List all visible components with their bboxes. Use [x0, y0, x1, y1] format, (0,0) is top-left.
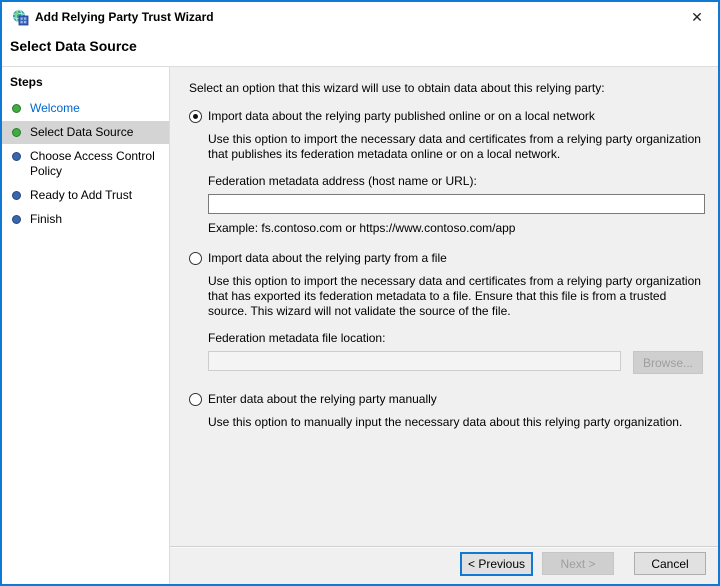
title-bar: [2, 2, 718, 32]
adfs-wizard-icon: [12, 9, 29, 26]
step-bullet-icon: [12, 152, 21, 161]
window-title: Add Relying Party Trust Wizard: [35, 10, 214, 24]
browse-button: Browse...: [633, 351, 703, 374]
wizard-body: [2, 66, 718, 584]
intro-text: Select an option that this wizard will use to obtain data about this relying party:: [189, 81, 605, 95]
step-bullet-icon: [12, 191, 21, 200]
option-description: Use this option to import the necessary data and certificates from a relying party organization that has exported its federation metadata to a file. Ensure that this file is from a trusted source. This wizard will not validate the source of the file.: [208, 274, 701, 318]
next-button: Next >: [542, 552, 614, 575]
main-content: [170, 67, 718, 546]
metadata-file-input: [208, 351, 621, 371]
metadata-address-example: Example: fs.contoso.com or https://www.contoso.com/app: [208, 221, 516, 235]
step-bullet-icon: [12, 128, 21, 137]
previous-button[interactable]: < Previous: [460, 552, 533, 576]
step-bullet-icon: [12, 215, 21, 224]
radio-import-online[interactable]: [189, 110, 202, 123]
main-panel: [170, 67, 718, 584]
steps-sidebar: [2, 67, 170, 584]
steps-title: Steps: [10, 75, 43, 89]
radio-label[interactable]: Import data about the relying party published online or on a local network: [208, 109, 595, 123]
step-label: Welcome: [30, 101, 80, 115]
option-import-file: [189, 251, 704, 374]
step-bullet-icon: [12, 104, 21, 113]
sidebar-item-select-data-source[interactable]: [2, 121, 169, 144]
option-enter-manually: [189, 392, 704, 430]
sidebar-item-ready-to-add-trust[interactable]: [2, 184, 169, 207]
radio-label[interactable]: Enter data about the relying party manually: [208, 392, 437, 406]
metadata-file-label: Federation metadata file location:: [208, 331, 386, 345]
step-label: Finish: [30, 212, 63, 226]
radio-import-file[interactable]: [189, 252, 202, 265]
radio-label[interactable]: Import data about the relying party from a file: [208, 251, 447, 265]
option-description: Use this option to import the necessary data and certificates from a relying party organization that publishes its federation metadata online or on a local network.: [208, 132, 701, 161]
step-label: Select Data Source: [30, 125, 134, 139]
step-label: Choose Access Control Policy: [30, 149, 155, 178]
cancel-button[interactable]: Cancel: [634, 552, 706, 575]
button-bar: [170, 546, 718, 584]
sidebar-item-choose-access-control-policy[interactable]: [2, 145, 169, 183]
page-header: [2, 32, 718, 66]
close-icon[interactable]: ✕: [691, 8, 703, 25]
page-title: Select Data Source: [10, 38, 137, 54]
sidebar-item-welcome[interactable]: [2, 97, 169, 120]
option-description: Use this option to manually input the necessary data about this relying party organization.: [208, 415, 683, 429]
option-import-online: [189, 109, 704, 235]
metadata-address-input[interactable]: [208, 194, 705, 214]
metadata-address-label: Federation metadata address (host name or URL):: [208, 174, 477, 188]
sidebar-item-finish[interactable]: [2, 208, 169, 231]
radio-enter-manually[interactable]: [189, 393, 202, 406]
step-label: Ready to Add Trust: [30, 188, 133, 202]
